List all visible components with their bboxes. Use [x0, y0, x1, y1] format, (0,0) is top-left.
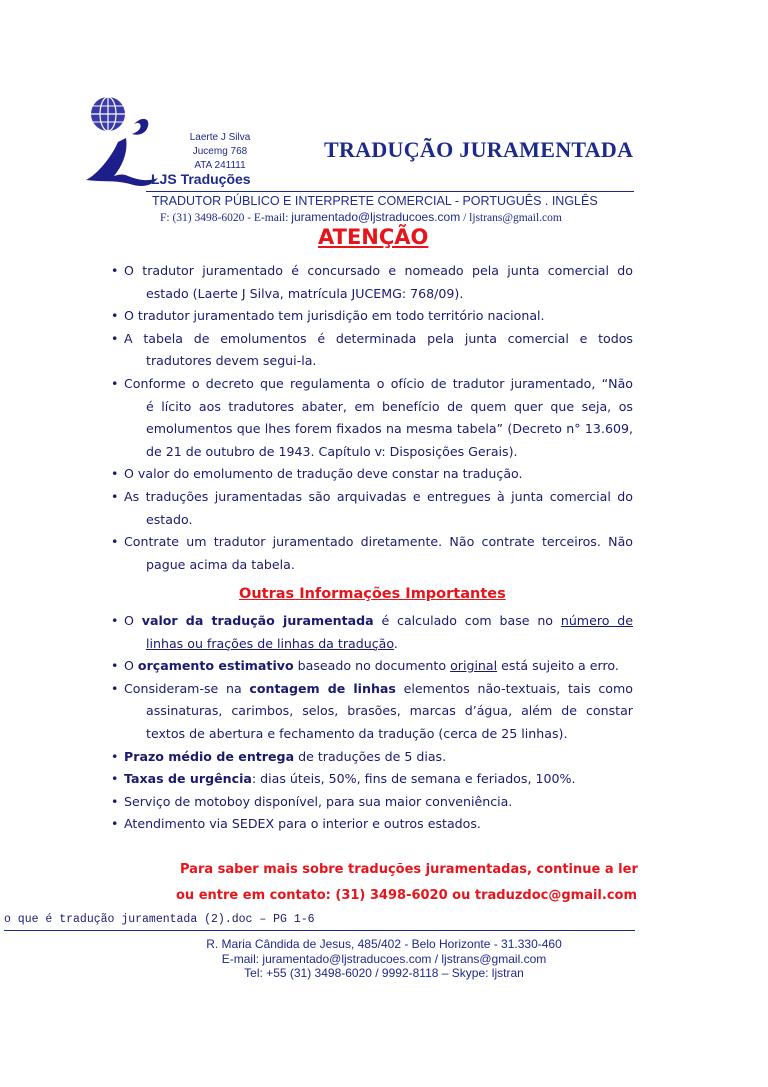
footer-phones: Tel: +55 (31) 3498-6020 / 9992-8118 – Skype: ljstran	[244, 966, 524, 980]
list-item-text: Conforme o decreto que regulamenta o ofício de tradutor juramentado, “Não	[124, 375, 633, 391]
list-item-text: O tradutor juramentado tem jurisdição em todo território nacional.	[124, 308, 545, 324]
list-item-text: O valor do emolumento de tradução deve constar na tradução.	[124, 466, 523, 482]
list-item: • A tabela de emolumentos é determinada pela junta comercial e todos tradutores devem segui-la.	[121, 328, 633, 373]
text: Consideram-se na	[124, 680, 242, 696]
text: está sujeito a erro.	[501, 658, 619, 674]
text: : dias úteis, 50%, fins de semana e feriados, 100%.	[251, 771, 576, 787]
emphasis: contagem de linhas	[249, 680, 396, 696]
header-contact	[160, 210, 562, 224]
list-item-text: A tabela de emolumentos é determinada pela junta comercial e todos	[124, 330, 633, 346]
list-item-text: de 21 de outubro de 1943. Capítulo v: Disposições Gerais).	[146, 443, 518, 459]
list-item-line: textos de abertura e fechamento da tradução (cerca de 25 linhas).	[146, 725, 568, 741]
underlined-text: número de	[560, 613, 633, 628]
list-item-text: O tradutor juramentado é concursado e nomeado pela junta comercial do	[124, 263, 633, 278]
list-item: • O tradutor juramentado tem jurisdição em todo território nacional.	[121, 305, 633, 328]
emphasis: orçamento estimativo	[137, 658, 294, 674]
info-title: Outras Informações Importantes	[239, 586, 506, 602]
list-item-text: Contrate um tradutor juramentado diretamente. Não contrate terceiros. Não	[124, 534, 633, 550]
notice-list	[111, 260, 633, 576]
globe-icon	[91, 97, 125, 131]
list-item: • O tradutor juramentado é concursado e nomeado pela junta comercial do estado (Laerte J Silva, matrícula JUCEMG: 768/09).	[121, 260, 633, 305]
emphasis: Prazo médio de entrega	[124, 748, 295, 764]
footer-rule	[4, 930, 635, 931]
text: .	[393, 635, 398, 651]
list-item-line	[121, 746, 633, 769]
text: de traduções de 5 dias.	[298, 748, 447, 764]
header-rule	[146, 191, 634, 192]
list-item-line	[121, 655, 633, 678]
text: elementos não-textuais, tais como	[403, 680, 633, 696]
list-item-text: As traduções juramentadas são arquivadas e entregues à junta comercial do	[124, 488, 633, 504]
list-item-text: tradutores devem segui-la.	[146, 353, 317, 369]
emphasis: Taxas de urgência	[124, 771, 252, 787]
cta-line-1: Para saber mais sobre traduções juramentadas, continue a ler	[180, 862, 638, 877]
text: O	[124, 613, 134, 628]
list-item-line: Atendimento via SEDEX para o interior e outros estados.	[124, 816, 481, 832]
info-list	[111, 610, 633, 836]
list-item: • Conforme o decreto que regulamenta o ofício de tradutor juramentado, “Não é lícito aos tradutores abater, em benefício de quem quer que seja, os emolumentos que lhes forem fixados na mesma tabela” (Decreto n° 13.609, de 21 de outubro de 1943. Capítulo v: Disposições Gerais).	[121, 373, 633, 463]
list-item: • O orçamento estimativo baseado no documento original está sujeito a erro.	[121, 655, 633, 678]
list-item-line	[121, 768, 633, 791]
logo-ata: ATA 241111	[194, 160, 246, 171]
list-item-text: estado (Laerte J Silva, matrícula JUCEMG: 768/09).	[146, 285, 464, 301]
list-item: • Taxas de urgência: dias úteis, 50%, fins de semana e feriados, 100%.	[121, 768, 633, 791]
list-item-text: pague acima da tabela.	[146, 556, 295, 572]
list-item-line	[121, 610, 633, 633]
text: O	[124, 658, 134, 674]
list-item-line	[121, 633, 633, 656]
translator-subtitle: TRADUTOR PÚBLICO E INTERPRETE COMERCIAL - PORTUGUÊS . INGLÊS	[152, 194, 598, 208]
footer-filename: o que é tradução juramentada (2).doc – PG 1-6	[4, 913, 315, 926]
logo-name: Laerte J Silva	[189, 132, 251, 143]
notice-title: ATENÇÃO	[318, 225, 429, 249]
logo-registration: Jucemg 768	[192, 146, 248, 157]
cta-line-2: ou entre em contato: (31) 3498-6020 ou traduzdoc@gmail.com	[176, 888, 638, 903]
list-item-line	[121, 678, 633, 701]
list-item-line: Serviço de motoboy disponível, para sua maior conveniência.	[124, 793, 513, 809]
list-item-line: assinaturas, carimbos, selos, brasões, marcas d’água, além de constar	[146, 703, 633, 719]
list-item-text: estado.	[146, 511, 193, 527]
contact-separator: /	[463, 212, 467, 224]
list-item: • As traduções juramentadas são arquivadas e entregues à junta comercial do estado.	[121, 486, 633, 531]
text: baseado no documento	[297, 658, 447, 674]
emphasis: valor da tradução juramentada	[141, 613, 374, 628]
contact-email-link[interactable]: juramentado@ljstraducoes.com	[291, 210, 461, 224]
list-item: • Atendimento via SEDEX para o interior e outros estados.	[121, 813, 633, 836]
underlined-text: linhas ou frações de linhas da tradução	[146, 635, 394, 651]
list-item: • Contrate um tradutor juramentado diretamente. Não contrate terceiros. Não pague acima da tabela.	[121, 531, 633, 576]
list-item: • Prazo médio de entrega de traduções de 5 dias.	[121, 746, 633, 769]
list-item: • Serviço de motoboy disponível, para sua maior conveniência.	[121, 791, 633, 814]
contact-email2-link[interactable]: ljstrans@gmail.com	[469, 212, 562, 224]
list-item-text: é lícito aos tradutores abater, em benefício de quem quer que seja, os	[146, 398, 633, 414]
contact-phone: F: (31) 3498-6020 - E-mail:	[160, 212, 289, 224]
page-title: TRADUÇÃO JURAMENTADA	[324, 137, 634, 162]
list-item-text: emolumentos que lhes forem fixados na mesma tabela” (Decreto n° 13.609,	[146, 421, 633, 437]
list-item: • O valor do emolumento de tradução deve constar na tradução.	[121, 463, 633, 486]
list-item: • Consideram-se na contagem de linhas elementos não-textuais, tais como assinaturas, carimbos, selos, brasões, marcas d’água, além de constar textos de abertura e fechamento da tradução (cerca de 25 linhas).	[121, 678, 633, 746]
underlined-text: original	[450, 658, 498, 674]
footer-address: R. Maria Cândida de Jesus, 485/402 - Belo Horizonte - 31.330-460	[206, 937, 562, 951]
footer-emails: E-mail: juramentado@ljstraducoes.com / ljstrans@gmail.com	[221, 952, 547, 966]
logo-brand: LJS Traduções	[151, 171, 251, 187]
text: é calculado com base no	[381, 613, 554, 628]
list-item: • O valor da tradução juramentada é calculado com base no número de linhas ou frações de linhas da tradução.	[121, 610, 633, 655]
